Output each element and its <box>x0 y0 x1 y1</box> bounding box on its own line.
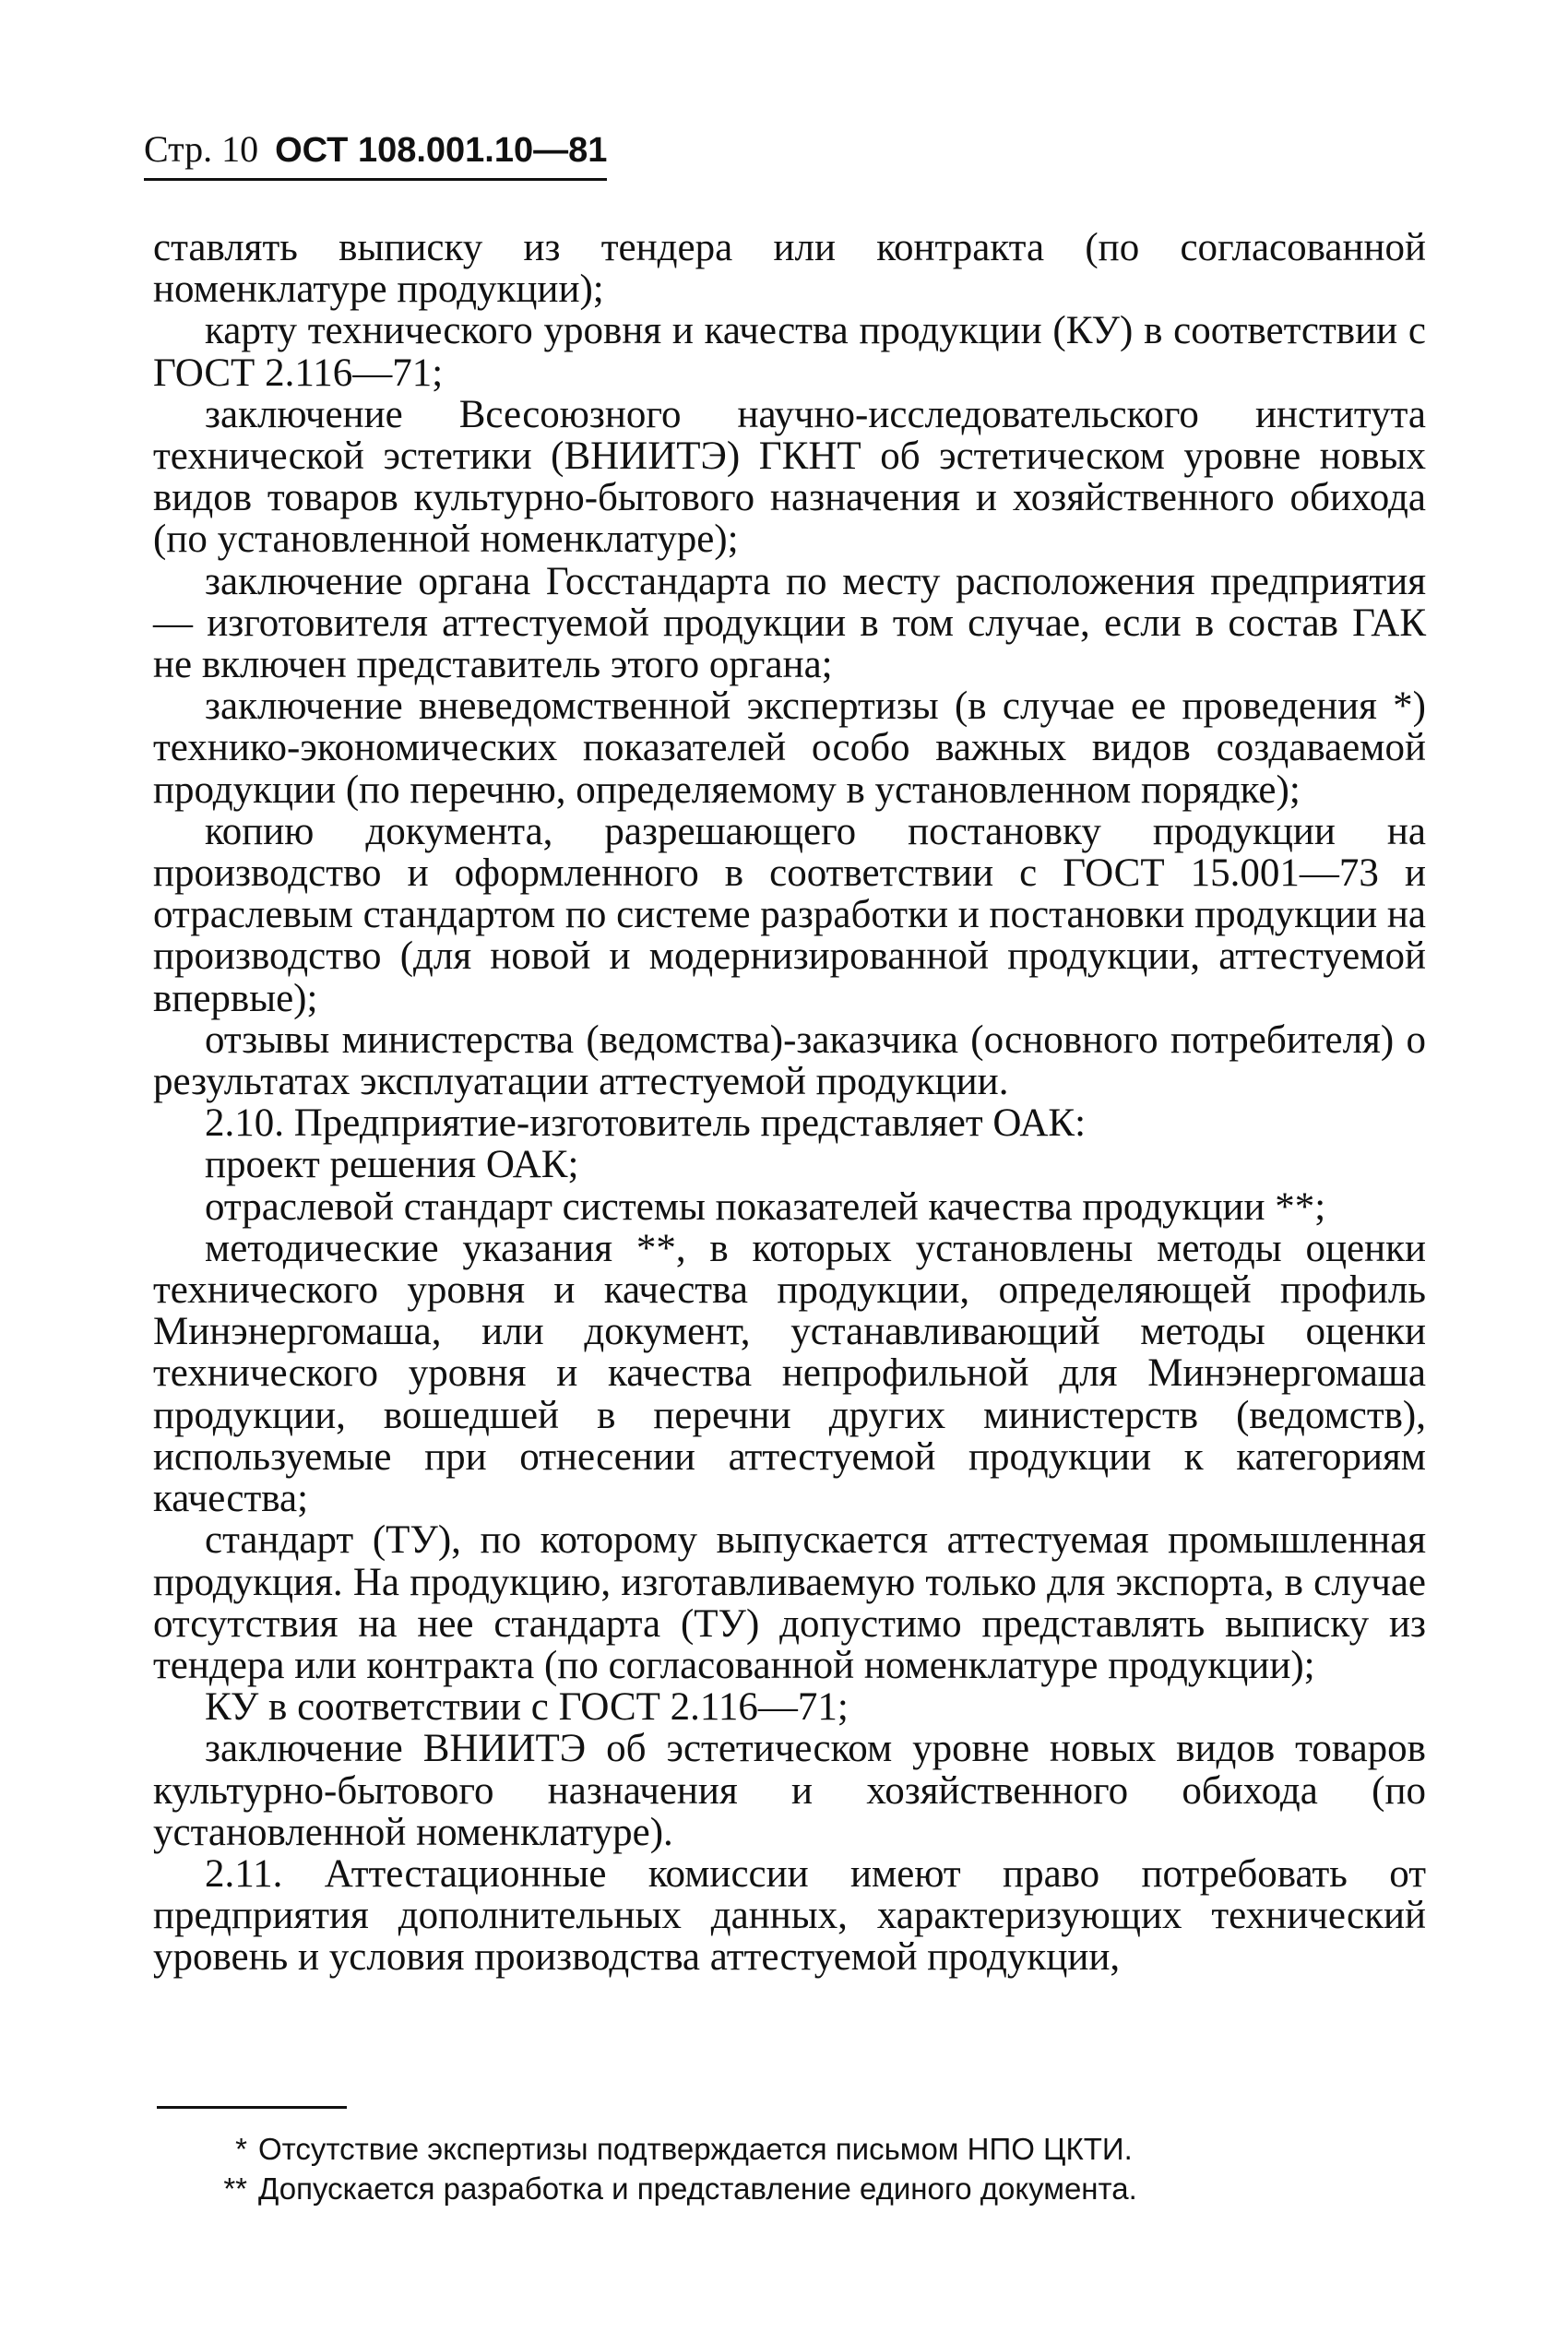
footnote-mark: ** <box>223 2171 247 2206</box>
page-header <box>144 127 607 181</box>
footnote-text: Отсутствие экспертизы подтверждается письмом НПО ЦКТИ. <box>258 2132 1133 2166</box>
footnote-text: Допускается разработка и представление единого документа. <box>258 2171 1137 2206</box>
footnote-mark: * <box>235 2132 247 2166</box>
paragraph: копию документа, разрешающего постановку продукции на производство и оформленного в соответствии с ГОСТ 15.001—73 и отраслевым стандартом по системе разработки и постановки продукции на производство (для новой и модернизированной продукции, аттестуемой впервые); <box>153 809 1426 1020</box>
paragraph: проект решения ОАК; <box>205 1143 579 1187</box>
body-text <box>153 227 1426 1979</box>
paragraph: стандарт (ТУ), по которому выпускается аттестуемая промышленная продукция. На продукцию, изготавливаемую только для экспорта, в случае отсутствия на нее стандарта (ТУ) допустимо представлять выписку из тендера или контракта (по согласованной номенклатуре продукции); <box>153 1518 1426 1687</box>
standard-code: ОСТ 108.001.10—81 <box>275 131 608 170</box>
paragraph: КУ в соответствии с ГОСТ 2.116—71; <box>205 1685 849 1730</box>
paragraph: заключение органа Госстандарта по месту расположения предприятия — изготовителя аттестуемой продукции в том случае, если в состав ГАК не включен представитель этого органа; <box>153 559 1426 687</box>
footnote <box>214 2169 1413 2208</box>
section-2-11: 2.11. Аттестационные комиссии имеют право потребовать от предприятия дополнительных данных, характеризующих технический уровень и условия производства аттестуемой продукции, <box>153 1851 1426 1980</box>
paragraph: заключение ВНИИТЭ об эстетическом уровне новых видов товаров культурно-бытового назначения и хозяйственного обихода (по установленной номенклатуре). <box>153 1727 1426 1854</box>
paragraph: отраслевой стандарт системы показателей качества продукции **; <box>205 1184 1326 1229</box>
section-2-10: 2.10. Предприятие-изготовитель представляет ОАК: <box>205 1101 1087 1146</box>
paragraph: методические указания **, в которых установлены методы оценки технического уровня и качества продукции, определяющей профиль Минэнергомаша, или документ, устанавливающий методы оценки технического уровня и качества непрофильной для Минэнергомаша продукции, вошедшей в перечни других министерств (ведомств), используемые при отнесении аттестуемой продукции к категориям качества; <box>153 1226 1426 1521</box>
page-number: Стр. 10 <box>144 128 259 170</box>
paragraph: карту технического уровня и качества продукции (КУ) в соответствии с ГОСТ 2.116—71; <box>153 309 1426 395</box>
footnote-divider <box>157 2106 347 2109</box>
paragraph: заключение вневедомственной экспертизы (в случае ее проведения *) технико-экономических показателей особо важных видов создаваемой продукции (по перечню, определяемому в установленном порядке); <box>153 684 1426 812</box>
footnotes <box>214 2129 1413 2208</box>
paragraph: отзывы министерства (ведомства)-заказчика (основного потребителя) о результатах эксплуатации аттестуемой продукции. <box>153 1017 1426 1104</box>
footnote <box>214 2129 1413 2169</box>
paragraph: заключение Всесоюзного научно-исследовательского института технической эстетики (ВНИИТЭ) ГКНТ об эстетическом уровне новых видов товаров культурно-бытового назначения и хозяйственного обихода (по установленной номенклатуре); <box>153 392 1426 562</box>
paragraph-continuation: ставлять выписку из тендера или контракта (по согласованной номенклатуре продукции); <box>153 226 1426 312</box>
